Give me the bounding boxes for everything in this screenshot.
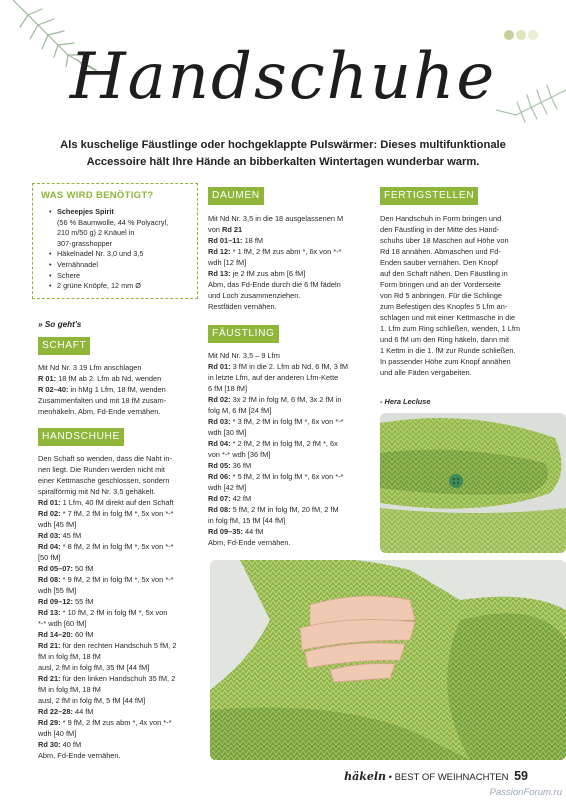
row-text: * 7 fM, 2 fM in folg fM *, 5x von *-* (60, 509, 174, 518)
paragraph-line: Enden sauber vernähen. Den Knopf (380, 258, 498, 267)
instruction-line (208, 427, 371, 438)
row-label: Rd 14–20: (38, 630, 73, 639)
bullet-icon: • (49, 207, 52, 216)
row-label: Rd 08: (38, 575, 61, 584)
row-text: * 3 fM, 2 fM in folg fM *, 6x von *-* (230, 417, 344, 426)
row-text: wdh [42 fM] (208, 483, 247, 492)
material-line: 307-grasshopper (57, 238, 113, 248)
row-text: Abm, Fd-Ende vernähen. (208, 538, 291, 547)
row-text: 18 fM ab 2. Lfm ab Nd, wenden (56, 374, 162, 383)
row-label: Rd 21: (38, 674, 61, 683)
instruction-line (208, 537, 371, 548)
row-label: Rd 21 (221, 225, 243, 234)
paragraph-line: Form bringen und an der Vorderseite (380, 280, 501, 289)
instruction-line (38, 574, 200, 585)
row-text: ausl, 2 fM in folg fM, 35 fM [44 fM] (38, 663, 150, 672)
materials-box (32, 183, 198, 299)
row-text: [50 fM] (38, 553, 61, 562)
row-text: 40 fM (60, 740, 82, 749)
instruction-line (38, 739, 200, 750)
dot-icon (528, 30, 538, 40)
instruction-line (38, 373, 200, 384)
instruction-line (38, 651, 200, 662)
row-text: 50 fM (72, 564, 94, 573)
material-line: 2 grüne Knöpfe, 12 mm Ø (57, 281, 141, 291)
page-footer (344, 769, 528, 783)
watermark: PassionForum.ru (489, 787, 562, 798)
instruction-line (208, 268, 371, 279)
instruction-line (208, 394, 371, 405)
row-text: folg M, 6 fM [24 fM] (208, 406, 272, 415)
page-number: 59 (514, 769, 528, 783)
row-text: 18 fM (242, 236, 264, 245)
so-gehts-text: So geht's (44, 320, 82, 329)
so-gehts-label: » So geht's (38, 320, 82, 329)
row-label: Rd 02: (38, 509, 61, 518)
row-text: 44 fM (242, 527, 264, 536)
dot-icon (516, 30, 526, 40)
instruction-line (38, 618, 200, 629)
footer-text: • BEST OF WEIHNACHTEN (388, 772, 509, 783)
row-label: R 01: (38, 374, 57, 383)
row-label: Rd 06: (208, 472, 231, 481)
rating-dots (504, 30, 538, 40)
instruction-line (38, 662, 200, 673)
paragraph-line: und alle Fäden vergabeiten. (380, 368, 472, 377)
row-label: Rd 29: (38, 718, 61, 727)
paragraph-line: Den Schaft so wenden, dass die Naht in- (38, 454, 172, 463)
instruction-line (208, 449, 371, 460)
row-label: Rd 12: (208, 247, 231, 256)
paragraph-line: zum Befestigen des Knopfes 5 Lfm an- (380, 302, 508, 311)
instruction-line (208, 482, 371, 493)
paragraph-line: In passender Höhe zum Knopf annähen (380, 357, 511, 366)
instruction-line (208, 290, 371, 301)
instruction-line (38, 695, 200, 706)
row-text: von (208, 225, 222, 234)
row-text: für den linken Handschuh 35 fM, 2 (60, 674, 176, 683)
row-text: für den rechten Handschuh 5 fM, 2 (60, 641, 177, 650)
row-text: Mit Nd Nr. 3,5 in die 18 ausgelassenen M (208, 214, 344, 223)
row-text: * 9 fM, 2 fM zus abm *, 4x von *-* (60, 718, 172, 727)
row-text: 42 fM (230, 494, 252, 503)
row-text: 55 fM (72, 597, 94, 606)
instruction-line (208, 416, 371, 427)
material-item (49, 207, 189, 249)
row-text: Abm, das Fd-Ende durch die 6 fM fädeln (208, 280, 341, 289)
fertigstellen-heading: FERTIGSTELLEN (380, 187, 478, 205)
instruction-line (208, 460, 371, 471)
instruction-line (38, 629, 200, 640)
paragraph-line: Rd 18 annähen. Abmaschen und Fd- (380, 247, 501, 256)
row-label: Rd 07: (208, 494, 231, 503)
paragraph-line: den Fäustling in der Mitte des Hand- (380, 225, 500, 234)
instruction-line (38, 684, 200, 695)
daumen-instructions (208, 213, 371, 312)
instruction-line (208, 405, 371, 416)
paragraph-line: spiralförmig mit Nd Nr. 3,5 gehäkelt. (38, 487, 156, 496)
row-label: Rd 08: (208, 505, 231, 514)
row-text: je 2 fM zus abm [6 fM] (230, 269, 306, 278)
row-label: Rd 05: (208, 461, 231, 470)
row-text: Restfäden vernähen. (208, 302, 277, 311)
material-line: 210 m/50 g) 2 Knäuel in (57, 228, 135, 238)
paragraph-line: schuhs über 18 Maschen auf Höhe von (380, 236, 509, 245)
daumen-heading: DAUMEN (208, 187, 264, 205)
row-text: 3 fM in die 2. Lfm ab Nd, 6 fM, 3 fM (230, 362, 349, 371)
instruction-line (38, 497, 200, 508)
fertigstellen-text (380, 213, 538, 378)
row-text: * 8 fM, 2 fM in folg fM *, 5x von *-* (60, 542, 174, 551)
instruction-line (38, 706, 200, 717)
instruction-line (208, 235, 371, 246)
row-text: wdh [55 fM] (38, 586, 77, 595)
row-label: Rd 01: (208, 362, 231, 371)
handschuhe-instructions (38, 453, 200, 761)
row-text: 45 fM (60, 531, 82, 540)
instruction-line (38, 552, 200, 563)
instruction-line (208, 301, 371, 312)
materials-list (41, 207, 189, 292)
instruction-line (38, 607, 200, 618)
instruction-line (38, 750, 200, 761)
author-credit: - Hera Lecluse (380, 397, 431, 406)
dot-icon (504, 30, 514, 40)
row-text: wdh [40 fM] (38, 729, 77, 738)
row-label: Rd 02: (208, 395, 231, 404)
materials-heading: WAS WIRD BENÖTIGT? (41, 190, 154, 201)
schaft-instructions (38, 362, 200, 417)
instruction-line (38, 530, 200, 541)
row-label: Rd 09–12: (38, 597, 73, 606)
row-text: Mit Nd Nr. 3,5 – 9 Lfm (208, 351, 280, 360)
instruction-line (208, 279, 371, 290)
intro-text: Als kuschelige Fäustlinge oder hochgeklappte Pulswärmer: Dieses multifunktionale Accessoire hält Ihre Hände an bibberkalten Wintertagen wunderbar warm. (60, 139, 506, 168)
bullet-icon: • (49, 270, 52, 280)
material-item (49, 271, 189, 282)
row-label: Rd 01: (38, 498, 61, 507)
row-text: 60 fM (72, 630, 94, 639)
schaft-heading: SCHAFT (38, 337, 90, 355)
row-text: ausl, 2 fM in folg fM, 5 fM [44 fM] (38, 696, 146, 705)
paragraph-line: 1. Lfm zum Ring schließen, wenden, 1 Lfm (380, 324, 521, 333)
paragraph-line: schlagen und mit einer Kettmasche in die (380, 313, 516, 322)
instruction-line (208, 515, 371, 526)
instruction-line (208, 350, 371, 361)
row-text: 44 fM (72, 707, 94, 716)
instruction-line (38, 508, 200, 519)
row-text: *-* wdh [60 fM] (38, 619, 87, 628)
instruction-line (208, 257, 371, 268)
row-text: 6 fM [18 fM] (208, 384, 248, 393)
instruction-line (208, 372, 371, 383)
instruction-line (208, 361, 371, 372)
row-label: Rd 13: (38, 608, 61, 617)
instruction-line (38, 596, 200, 607)
row-text: Mit Nd Nr. 3 19 Lfm anschlagen (38, 363, 142, 372)
material-line: Vernähnadel (57, 259, 98, 269)
row-text: 36 fM (230, 461, 252, 470)
instruction-line (208, 246, 371, 257)
material-name: Scheepjes Spirit (57, 207, 114, 216)
instruction-line (208, 526, 371, 537)
instruction-line (38, 362, 200, 373)
row-text: * 1 fM, 2 fM zus abm *, 6x von *-* (230, 247, 342, 256)
instruction-line (38, 541, 200, 552)
row-text: * 9 fM, 2 fM in folg fM *, 5x von *-* (60, 575, 174, 584)
row-label: Rd 21: (38, 641, 61, 650)
material-item (49, 281, 189, 292)
instruction-line (38, 384, 200, 395)
photo-hand-glove (210, 560, 566, 760)
row-label: Rd 05–07: (38, 564, 73, 573)
footer-brand: häkeln (344, 770, 386, 783)
row-label: Rd 03: (38, 531, 61, 540)
row-text: in hMg 1 Lfm, 18 fM, wenden (68, 385, 166, 394)
row-text: * 10 fM, 2 fM in folg fM *, 5x von (60, 608, 168, 617)
page-title: Handschuhe (69, 40, 497, 114)
instruction-line (208, 383, 371, 394)
row-text: wdh [30 fM] (208, 428, 247, 437)
row-text: fM in folg fM, 18 fM (38, 685, 101, 694)
row-text: in letzte Lfm, auf der anderen Lfm-Kette (208, 373, 339, 382)
handschuhe-heading: HANDSCHUHE (38, 428, 124, 446)
instruction-line (38, 640, 200, 651)
paragraph-line: und 6 fM um den Ring häkeln, dann mit (380, 335, 510, 344)
row-text: 1 Lfm, 40 fM direkt auf den Schaft (60, 498, 174, 507)
row-text: 5 fM, 2 fM in folg fM, 20 fM, 2 fM (230, 505, 339, 514)
paragraph-line: einer Kettmasche geschlossen, sondern (38, 476, 170, 485)
instruction-line (208, 504, 371, 515)
row-text: * 5 fM, 2 fM in folg fM *, 6x von *-* (230, 472, 344, 481)
row-label: Rd 03: (208, 417, 231, 426)
row-text: Abm, Fd-Ende vernähen. (38, 751, 121, 760)
faeustling-instructions (208, 350, 371, 548)
row-text: wdh [45 fM] (38, 520, 77, 529)
row-label: Rd 04: (208, 439, 231, 448)
paragraph-line: Den Handschuh in Form bringen und (380, 214, 502, 223)
instruction-line (208, 471, 371, 482)
material-line: Schere (57, 270, 81, 280)
instruction-line (38, 519, 200, 530)
row-text: von *-* wdh [36 fM] (208, 450, 271, 459)
paragraph-line: 1 Kettm in die 1. fM zur Runde schließen. (380, 346, 516, 355)
instruction-line (208, 493, 371, 504)
instruction-line (38, 395, 200, 406)
instruction-line (208, 438, 371, 449)
row-label: Rd 01–11: (208, 236, 243, 245)
row-text: Zusammenfalten und mit 18 fM zusam- (38, 396, 167, 405)
row-text: fM in folg fM, 18 fM (38, 652, 101, 661)
row-text: * 2 fM, 2 fM in folg fM, 2 fM *, 6x (230, 439, 338, 448)
row-label: Rd 04: (38, 542, 61, 551)
button-icon (449, 474, 463, 488)
instruction-line (38, 406, 200, 417)
instruction-line (208, 213, 371, 224)
instruction-line (208, 224, 371, 235)
paragraph-line: nen liegt. Die Runden werden nicht mit (38, 465, 165, 474)
material-line: (56 % Baumwolle, 44 % Polyacryl, (57, 217, 169, 227)
instruction-line (38, 673, 200, 684)
instruction-line (38, 585, 200, 596)
row-text: wdh [12 fM] (208, 258, 247, 267)
paragraph-line: auf den Schaft nähen. Den Fäustling in (380, 269, 508, 278)
row-label: R 02–40: (38, 385, 69, 394)
row-label: Rd 30: (38, 740, 61, 749)
instruction-line (38, 563, 200, 574)
row-label: Rd 09–35: (208, 527, 243, 536)
paragraph-line: von Rd 5 anbringen. Für die Schlinge (380, 291, 503, 300)
faeustling-heading: FÄUSTLING (208, 325, 279, 343)
row-text: und Loch zusammenziehen. (208, 291, 301, 300)
row-text: 3x 2 fM in folg M, 6 fM, 3x 2 fM in (230, 395, 342, 404)
material-item (49, 260, 189, 271)
photo-mitten-closeup (380, 413, 566, 553)
row-label: Rd 22–28: (38, 707, 73, 716)
bullet-icon: • (49, 259, 52, 269)
instruction-line (38, 717, 200, 728)
row-text: menhäkeln. Abm, Fd-Ende vernähen. (38, 407, 161, 416)
material-line: Häkelnadel Nr. 3,0 und 3,5 (57, 249, 144, 259)
instruction-line (38, 728, 200, 739)
bullet-icon: • (49, 281, 52, 291)
row-label: Rd 13: (208, 269, 231, 278)
row-text: in folg fM, 15 fM [44 fM] (208, 516, 286, 525)
bullet-icon: • (49, 249, 52, 259)
material-item (49, 249, 189, 260)
